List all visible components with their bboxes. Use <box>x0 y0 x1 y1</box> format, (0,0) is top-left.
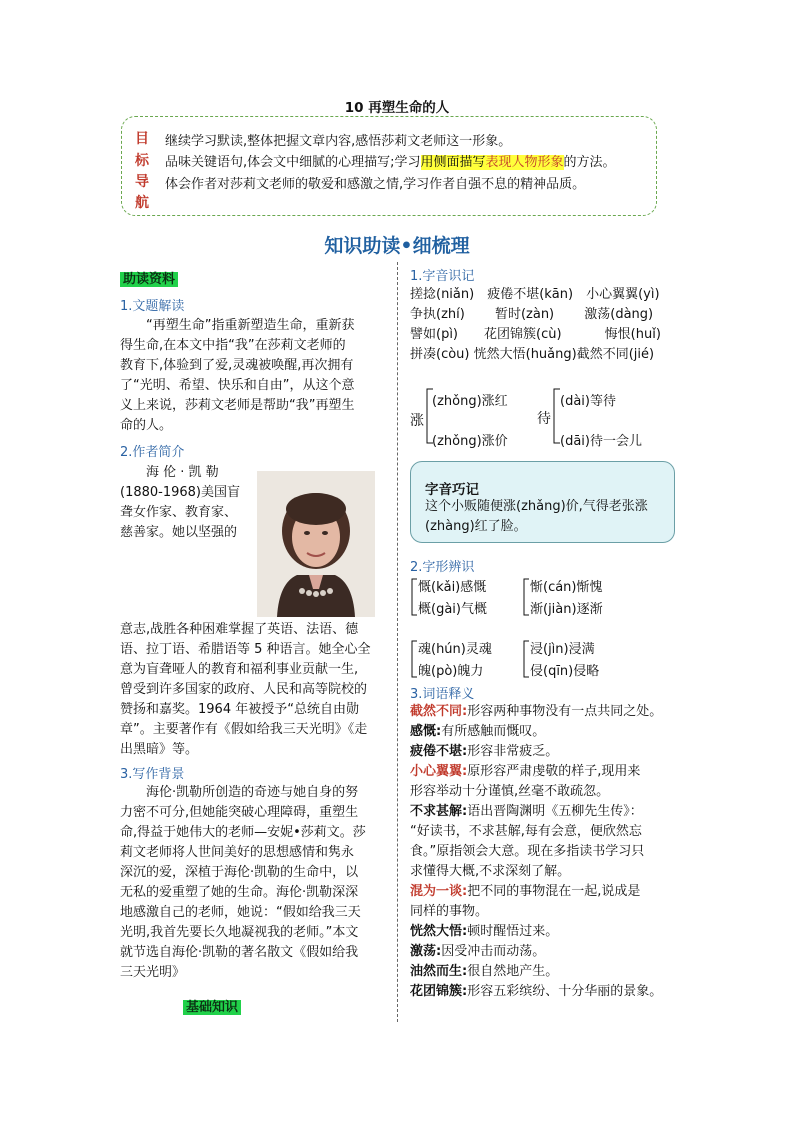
vocab-entry-continued <box>410 782 686 802</box>
vocab-entry <box>410 982 686 1002</box>
goal-label-char: 航 <box>135 195 149 211</box>
vocab-definition: 求懂得大概,不求深刻了解。 <box>410 864 571 879</box>
heading-glyph: 2.字形辨识 <box>410 560 475 575</box>
poly-char-zhang: 涨 <box>410 413 424 429</box>
brace-glyph-d <box>522 640 530 678</box>
vocab-definition: 同样的事物。 <box>410 904 489 919</box>
vocab-term: 恍然大悟: <box>410 924 468 939</box>
vocab-entry <box>410 762 686 782</box>
brace-glyph-a <box>410 578 418 616</box>
reading-material-tag: 助读资料 <box>120 268 178 287</box>
glyph-c2: 魄(pò)魄力 <box>418 664 484 679</box>
title-explain-text: “再塑生命”指重新塑造生命，重新获 得生命,在本文中指“我”在莎莉文老师的 教育下,体验到了爱,灵魂被唤醒,再次拥有 了“光明、希望、快乐和自由”，从这个意 义上来说，莎莉文老师是帮助“我”再塑生 命的人。 <box>120 318 355 433</box>
vocab-definition: “好读书，不求甚解,每有会意，便欣然忘 <box>410 824 642 839</box>
vocab-entry <box>410 802 686 822</box>
heading-background: 3.写作背景 <box>120 767 185 782</box>
page-title: 10 再塑生命的人 <box>344 100 450 116</box>
vocab-term: 感慨: <box>410 724 442 739</box>
author-text-short: 海 伦 · 凯 勒 (1880-1968)美国盲 聋女作家、教育家、 慈善家。她以坚强的 <box>120 465 241 540</box>
glyph-b1: 惭(cán)惭愧 <box>530 580 603 595</box>
vocab-entry <box>410 722 686 742</box>
vocab-definition: 因受冲击而动荡。 <box>441 944 546 959</box>
glyph-c1: 魂(hún)灵魂 <box>418 642 492 657</box>
vocab-entry <box>410 882 686 902</box>
background-text: 海伦·凯勒所创造的奇迹与她自身的努 力密不可分,但她能突破心理障碍，重塑生 命,得益于她伟大的老师—安妮•莎莉文。莎 莉文老师将人世间美好的思想感情和隽永 深沉的爱，深植于海伦·凯勒的生命中，以 无私的爱重塑了她的生命。海伦·凯勒深深 地感激自己的老师，她说：“假如给我三天 光明,我首先要长久地凝视我的老师。”本文 就节选自海伦·凯勒的著名散文《假如给我 三天光明》 <box>120 785 366 980</box>
heading-pronunciation: 1.字音识记 <box>410 269 475 284</box>
vocab-entry <box>410 742 686 762</box>
vocab-definition: 形容五彩缤纷、十分华丽的景象。 <box>467 984 663 999</box>
goal-line-1: 继续学习默读,整体把握文章内容,感悟莎莉文老师这一形象。 <box>165 134 512 149</box>
brace-glyph-c <box>410 640 418 678</box>
vocab-term: 油然而生: <box>410 964 468 979</box>
glyph-a1: 慨(kǎi)感慨 <box>418 580 487 595</box>
goal-label-char: 目 <box>135 131 149 147</box>
poly-zhang-a: (zhǒng)涨红 <box>432 394 508 409</box>
vocab-entry <box>410 922 686 942</box>
vocab-term: 激荡: <box>410 944 442 959</box>
pronunciation-list: 搓捻(niǎn) 疲倦不堪(kān) 小心翼翼(yì) 争执(zhí) 暂时(zàn) 激荡(dàng) 譬如(pì) 花团锦簇(cù) 悔恨(huǐ) 拼凑(còu) 恍然大悟(huǎng)截然不同(jié) <box>410 287 661 362</box>
poly-zhang-b: (zhǒng)涨价 <box>432 434 508 449</box>
basic-knowledge-tag: 基础知识 <box>183 996 241 1015</box>
vocab-definition: 顿时醒悟过来。 <box>467 924 559 939</box>
glyph-a2: 概(gài)气概 <box>418 602 487 617</box>
vocab-definition: 形容两种事物没有一点共同之处。 <box>467 704 663 719</box>
vocab-entry <box>410 702 686 722</box>
tip-text: 这个小贩随便涨(zhǎng)价,气得老张涨 (zhàng)红了脸。 <box>425 499 648 534</box>
vocab-definition: 食。”原指领会大意。现在多指读书学习只 <box>410 844 645 859</box>
vocab-definition: 形容举动十分谨慎,丝毫不敢疏忽。 <box>410 784 610 799</box>
vocab-definition: 有所感触而慨叹。 <box>441 724 546 739</box>
section-title: 知识助读•细梳理 <box>324 235 470 257</box>
vocab-entry-continued <box>410 902 686 922</box>
glyph-b2: 渐(jiàn)逐渐 <box>530 602 603 617</box>
vocab-term: 混为一谈: <box>410 884 468 899</box>
vocab-term: 花团锦簇: <box>410 984 468 999</box>
goal-label-char: 导 <box>135 174 149 190</box>
vocab-definition: 很自然地产生。 <box>467 964 559 979</box>
vocab-entry-continued <box>410 822 686 842</box>
tip-title: 字音巧记 <box>425 482 479 498</box>
glyph-d1: 浸(jìn)浸满 <box>530 642 595 657</box>
vocab-term: 不求甚解: <box>410 804 468 819</box>
poly-char-dai: 待 <box>537 411 551 427</box>
vocabulary-list <box>410 702 686 1002</box>
heading-author: 2.作者简介 <box>120 445 185 460</box>
heading-vocabulary: 3.词语释义 <box>410 687 475 702</box>
vocab-entry-continued <box>410 862 686 882</box>
column-divider <box>397 262 399 1022</box>
highlight-a: 用侧面描写 <box>420 155 486 170</box>
goal-line-2: 品味关键语句,体会文中细腻的心理描写;学习用侧面描写表现人物形象的方法。 <box>165 155 616 170</box>
highlight-b: 表现人物形象 <box>485 155 564 170</box>
author-text-long: 意志,战胜各种困难掌握了英语、法语、德 语、拉丁语、希腊语等 5 种语言。她全心全 意为盲聋哑人的教育和福利事业贡献一生, 曾受到许多国家的政府、人民和高等院校的 赞扬和嘉奖。1964 年被授予“总统自由勋 章”。主要著作有《假如给我三天光明》《走 出黑暗》等。 <box>120 622 371 757</box>
vocab-definition: 形容非常疲乏。 <box>467 744 559 759</box>
vocab-entry-continued <box>410 842 686 862</box>
glyph-d2: 侵(qīn)侵略 <box>530 664 600 679</box>
vocab-term: 小心翼翼: <box>410 764 468 779</box>
vocab-term: 截然不同: <box>410 704 468 719</box>
heading-title-explain: 1.文题解读 <box>120 299 185 314</box>
vocab-term: 疲倦不堪: <box>410 744 468 759</box>
vocab-entry <box>410 962 686 982</box>
poly-dai-a: (dài)等待 <box>560 394 616 409</box>
vocab-entry <box>410 942 686 962</box>
vocab-definition: 把不同的事物混在一起,说成是 <box>467 884 641 899</box>
goal-line-3: 体会作者对莎莉文老师的敬爱和感激之情,学习作者自强不息的精神品质。 <box>165 177 586 192</box>
author-portrait-image <box>257 471 375 617</box>
goal-label-char: 标 <box>135 153 149 169</box>
poly-dai-b: (dāi)待一会儿 <box>560 434 642 449</box>
vocab-definition: 语出晋陶渊明《五柳先生传》： <box>467 804 643 819</box>
vocab-definition: 原形容严肃虔敬的样子,现用来 <box>467 764 641 779</box>
brace-glyph-b <box>522 578 530 616</box>
